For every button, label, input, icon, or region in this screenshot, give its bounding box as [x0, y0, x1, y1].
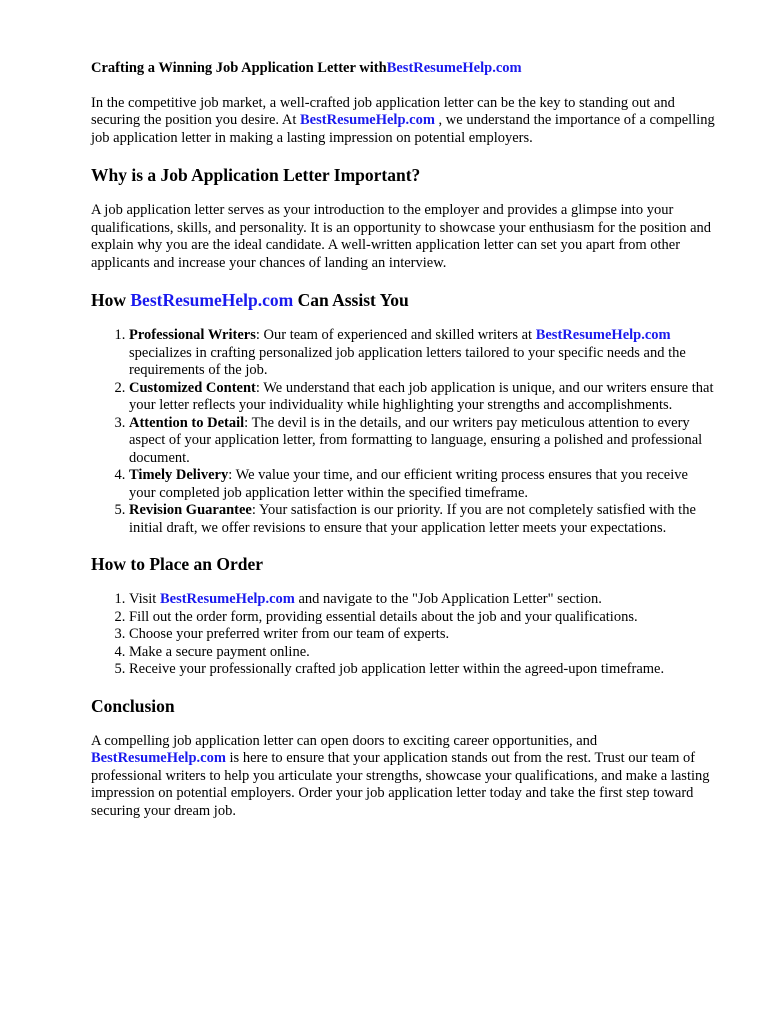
conclusion-paragraph [91, 733, 716, 821]
list-item [129, 591, 716, 609]
item-term: Timely Delivery [129, 467, 229, 483]
list-item [129, 467, 716, 502]
list-item: 5. Receive your professionally crafted job application letter within the agreed-upon timeframe. [129, 661, 716, 679]
order-steps [91, 591, 716, 679]
item-text: : We value your time, and our efficient writing process ensures that you receive your completed job application letter within the specified timeframe. [129, 467, 688, 501]
document-title [91, 60, 716, 78]
conclusion-text-1: A compelling job application letter can open doors to exciting career opportunities, and [91, 732, 598, 749]
item-text: : Your satisfaction is our priority. If you are not completely satisfied with the initial draft, we offer revisions to ensure that your application letter meets your expectations. [129, 502, 696, 536]
intro-text-1: In the competitive job market, a well-crafted job application letter can be the key to standing out and securing the position you desire. At [91, 94, 675, 128]
assist-heading-pre: How [91, 290, 131, 310]
item-link[interactable]: BestResumeHelp.com [535, 327, 671, 343]
intro-paragraph [91, 95, 716, 148]
conclusion-heading: Conclusion [91, 695, 175, 716]
intro-link[interactable]: BestResumeHelp.com [300, 112, 435, 128]
item-text: : We understand that each job application is unique, and our writers ensure that your letter reflects your individuality while highlighting your strengths and accomplishments. [129, 379, 714, 413]
list-item: 2. Fill out the order form, providing essential details about the job and your qualifications. [129, 609, 716, 627]
why-paragraph: A job application letter serves as your introduction to the employer and provides a glimpse into your qualifications, skills, and personality. It is an opportunity to showcase your enthusiasm for the position and explain why you are the ideal candidate. A well-written application letter can set you apart from other applicants and increase your chances of landing an interview. [91, 202, 712, 271]
item-term: Professional Writers [129, 327, 256, 343]
list-item [129, 380, 716, 415]
step-text-post: and navigate to the "Job Application Letter" section. [294, 591, 602, 607]
item-text: : The devil is in the details, and our writers pay meticulous attention to every aspect of your application letter, from formatting to language, ensuring a polished and professional document. [129, 414, 703, 466]
title-text: Crafting a Winning Job Application Letter with [91, 60, 387, 76]
title-link[interactable]: BestResumeHelp.com [386, 60, 522, 76]
item-text: : Our team of experienced and skilled writers at [255, 327, 536, 343]
item-term: Customized Content [129, 379, 256, 396]
list-item [129, 415, 716, 468]
assist-heading [91, 290, 716, 310]
list-item [129, 502, 716, 537]
item-term: Attention to Detail [129, 414, 245, 431]
conclusion-link[interactable]: BestResumeHelp.com [91, 750, 226, 766]
assist-heading-link[interactable]: BestResumeHelp.com [130, 290, 294, 310]
list-item: 3. Choose your preferred writer from our team of experts. [129, 626, 716, 644]
intro-text-2: , we understand the importance of a compelling job application letter in making a lasting impression on potential employers. [91, 112, 715, 146]
list-item [129, 327, 716, 380]
assist-list [91, 327, 716, 537]
item-text-post: specializes in crafting personalized job application letters tailored to your specific needs and the requirements of the job. [129, 344, 686, 378]
order-heading: How to Place an Order [91, 554, 264, 574]
why-heading: Why is a Job Application Letter Important? [91, 165, 421, 185]
step-link[interactable]: BestResumeHelp.com [159, 591, 295, 607]
list-item: 4. Make a secure payment online. [129, 644, 716, 662]
assist-heading-post: Can Assist You [293, 290, 409, 310]
conclusion-text-2: is here to ensure that your application stands out from the rest. Trust our team of professional writers to help you articulate your strengths, showcase your qualifications, and make a lasting impression on potential employers. Order your job application letter today and take the first step toward securing your dream job. [91, 750, 710, 819]
step-text: Visit [129, 591, 160, 607]
item-term: Revision Guarantee [129, 502, 252, 518]
